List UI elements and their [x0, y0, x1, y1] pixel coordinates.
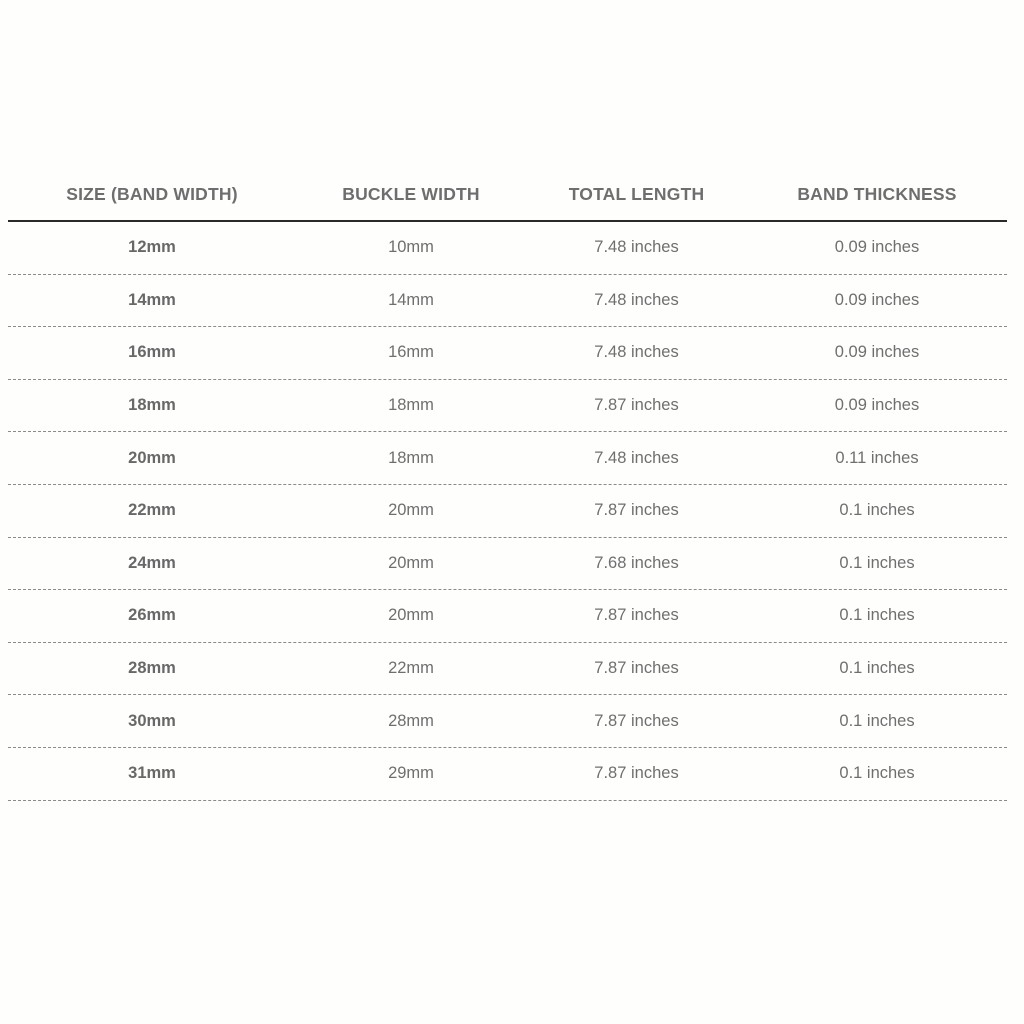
header-size: SIZE (BAND WIDTH)	[66, 183, 238, 204]
table-row	[8, 485, 1007, 538]
table-row	[8, 643, 1007, 696]
cell-total-length: 7.48 inches	[594, 238, 679, 257]
cell-size: 18mm	[128, 396, 176, 415]
cell-total-length: 7.48 inches	[594, 448, 679, 467]
table-row	[8, 695, 1007, 748]
cell-total-length: 7.48 inches	[594, 343, 679, 362]
cell-band-thickness: 0.1 inches	[839, 764, 915, 783]
cell-size: 12mm	[128, 238, 176, 257]
cell-buckle-width: 10mm	[388, 238, 434, 257]
cell-total-length: 7.87 inches	[594, 764, 679, 783]
table-body	[8, 222, 1007, 801]
cell-size: 16mm	[128, 343, 176, 362]
header-total-length: TOTAL LENGTH	[568, 183, 705, 204]
table-row	[8, 380, 1007, 433]
table-row	[8, 327, 1007, 380]
cell-buckle-width: 20mm	[388, 553, 434, 572]
cell-total-length: 7.87 inches	[594, 711, 679, 730]
cell-band-thickness: 0.09 inches	[834, 290, 920, 309]
cell-buckle-width: 20mm	[388, 501, 434, 520]
cell-buckle-width: 14mm	[388, 290, 434, 309]
cell-buckle-width: 18mm	[388, 396, 434, 415]
table-row	[8, 748, 1007, 801]
cell-band-thickness: 0.1 inches	[839, 711, 915, 730]
table-row	[8, 538, 1007, 591]
cell-band-thickness: 0.1 inches	[839, 553, 915, 572]
cell-total-length: 7.68 inches	[594, 553, 679, 572]
cell-buckle-width: 28mm	[388, 711, 434, 730]
size-chart-table	[8, 168, 1007, 801]
header-buckle-width: BUCKLE WIDTH	[342, 183, 480, 204]
cell-total-length: 7.87 inches	[594, 501, 679, 520]
cell-buckle-width: 20mm	[388, 606, 434, 625]
table-row	[8, 275, 1007, 328]
table-row	[8, 432, 1007, 485]
cell-band-thickness: 0.1 inches	[839, 501, 915, 520]
cell-size: 24mm	[128, 553, 176, 572]
header-band-thickness: BAND THICKNESS	[797, 183, 957, 204]
cell-band-thickness: 0.1 inches	[839, 659, 915, 678]
cell-buckle-width: 22mm	[388, 659, 434, 678]
cell-buckle-width: 29mm	[388, 764, 434, 783]
cell-band-thickness: 0.11 inches	[835, 448, 919, 467]
cell-band-thickness: 0.09 inches	[834, 396, 920, 415]
cell-buckle-width: 16mm	[388, 343, 434, 362]
cell-size: 26mm	[128, 606, 176, 625]
cell-total-length: 7.87 inches	[594, 396, 679, 415]
cell-total-length: 7.48 inches	[594, 290, 679, 309]
table-header	[8, 168, 1007, 222]
cell-band-thickness: 0.09 inches	[834, 343, 920, 362]
cell-buckle-width: 18mm	[388, 448, 434, 467]
cell-size: 31mm	[128, 764, 176, 783]
cell-band-thickness: 0.1 inches	[839, 606, 915, 625]
cell-size: 20mm	[128, 448, 176, 467]
cell-size: 22mm	[128, 501, 176, 520]
cell-total-length: 7.87 inches	[594, 606, 679, 625]
cell-total-length: 7.87 inches	[594, 659, 679, 678]
cell-band-thickness: 0.09 inches	[834, 238, 920, 257]
table-row	[8, 590, 1007, 643]
cell-size: 30mm	[128, 711, 176, 730]
table-row	[8, 222, 1007, 275]
cell-size: 28mm	[128, 659, 176, 678]
cell-size: 14mm	[128, 290, 176, 309]
